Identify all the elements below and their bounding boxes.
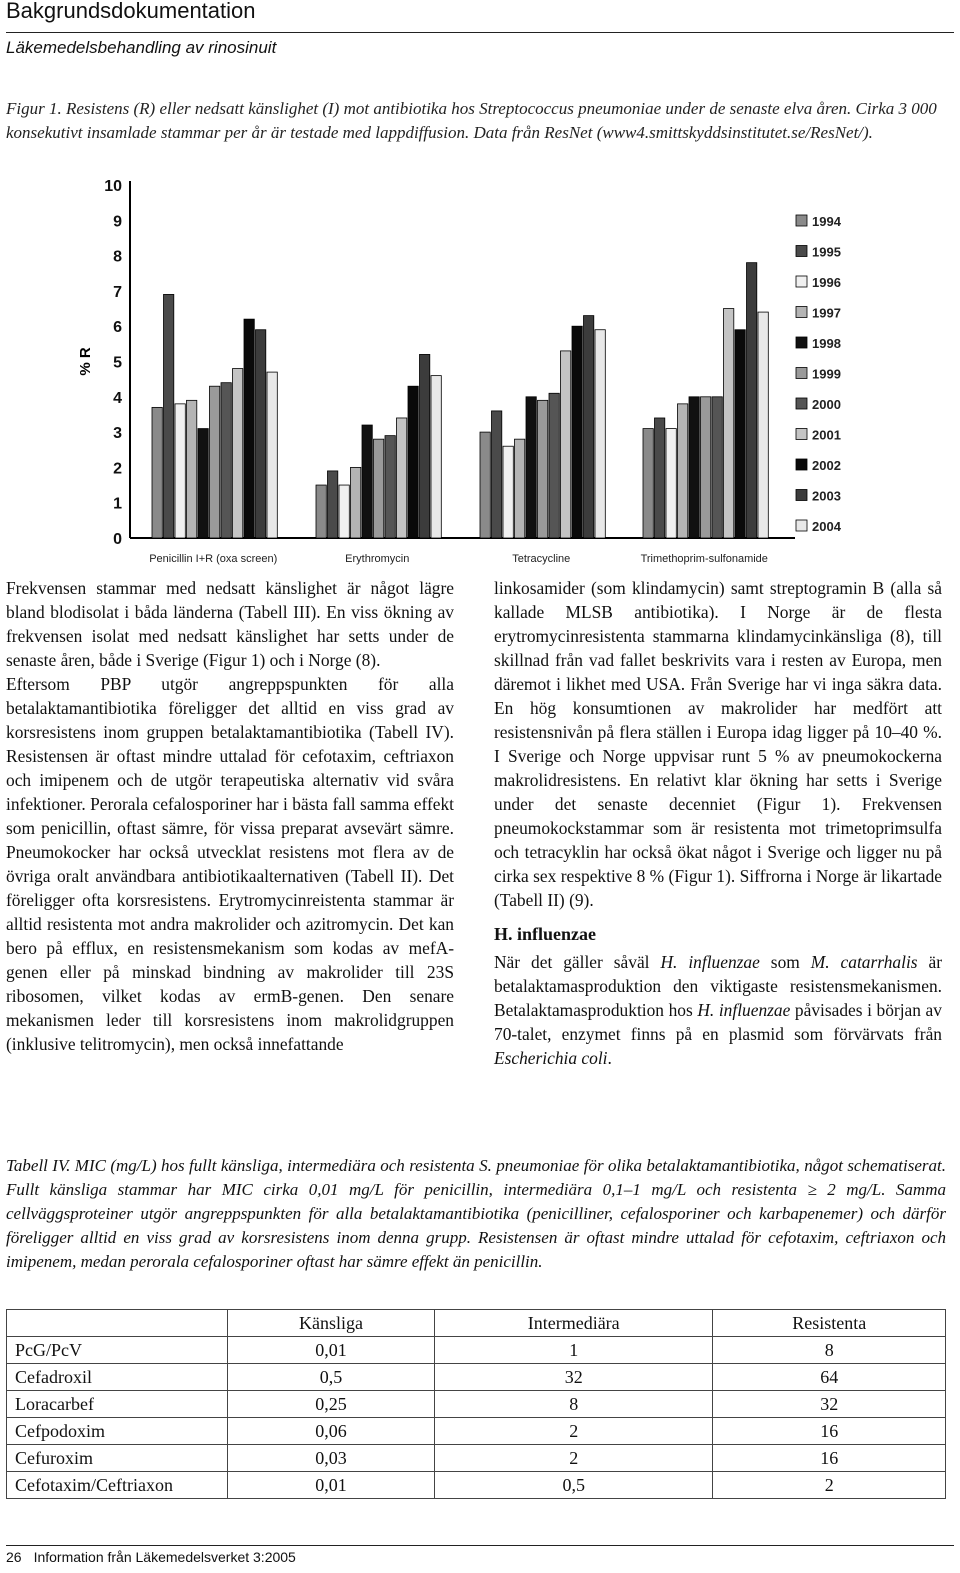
- table-caption: Tabell IV. MIC (mg/L) hos fullt känsliga, intermediära och resistenta S. pneumoniae för olika betalaktamantibiotika, något schematiserat. Fullt känsliga stammar har MIC cirka 0,01 mg/L för penicillin, intermediära 0,1–1 mg/L och resistenta ≥ 2 mg/L. Samma cellväggsproteiner utgör angreppspunkten för alla betalaktamantibiotika (penicilliner, cefalosporiner och karbapenemer) och därför föreligger alltid en viss grad av korsresistens inom denna grupp. Resistensen är oftast mindre uttalad för cefotaxim, ceftriaxon och imipenem, medan perorala cefalosporiner oftast har sämre effekt än penicillin.: [6, 1156, 946, 1271]
- bar: [408, 386, 418, 538]
- y-tick-label: 9: [113, 213, 122, 231]
- table-cell: 0,06: [228, 1418, 435, 1445]
- header-rule: [6, 32, 954, 33]
- y-tick-label: 10: [104, 178, 122, 195]
- bar: [480, 432, 490, 538]
- table-cell: 8: [434, 1391, 712, 1418]
- table-cell: 2: [434, 1418, 712, 1445]
- legend-label: 2003: [812, 488, 841, 504]
- table-cell: 0,5: [434, 1472, 712, 1499]
- y-axis-ticks: [104, 178, 122, 548]
- bar: [221, 383, 231, 538]
- category-label: Penicillin I+R (oxa screen): [149, 553, 278, 565]
- bar: [701, 397, 711, 538]
- legend-swatch: [796, 429, 807, 440]
- figure-caption: Figur 1. Resistens (R) eller nedsatt känslighet (I) mot antibiotika hos Streptococcus pneumoniae under de senaste elva åren. Cirka 3 000 konsekutivt insamlade stammar per år är testade med lappdiffusion. Data från ResNet (www4.smittskyddsinstitutet.se/ResNet/).: [6, 99, 937, 142]
- table-row: [7, 1418, 946, 1445]
- y-tick-label: 8: [113, 248, 122, 266]
- legend-label: 1997: [812, 305, 841, 321]
- bar: [339, 485, 349, 538]
- y-tick-label: 1: [113, 495, 122, 513]
- table-cell: 0,01: [228, 1472, 435, 1499]
- y-axis-label: % R: [77, 347, 94, 376]
- table-cell: 32: [713, 1391, 946, 1418]
- bar: [351, 467, 361, 538]
- body-paragraph: linkosamider (som klindamycin) samt streptogramin B (alla så kallade MLSB antibiotika). I Norge är de flesta erytromycinresistenta stammarna klindamycinkänsliga (8), till skillnad från vad fallet beskrivits vara i resten av Europa, men däremot i likhet med USA. Från Sverige har vi inga säkra data. En hög konsumtionen av makrolider har medfört att resistensnivån på flera ställen i Europa idag ligger på 10–40 %. I Sverige och Norge uppvisar runt 5 % av pneumokockerna makrolidresistens. En relativt klar ökning har setts i Sverige under det senaste decenniet (Figur 1). Frekvensen pneumokockstammar som är resistenta mot trimetoprimsulfa och tetracyklin har också ökat något i Sverige och ligger nu på cirka sex respektive 8 % (Figur 1). Siffrorna i Norge är likartade (Tabell II) (9).: [494, 578, 942, 910]
- page-footer: [6, 1549, 296, 1565]
- y-tick-label: 2: [113, 460, 122, 478]
- legend-swatch: [796, 368, 807, 379]
- bar: [164, 294, 174, 538]
- table-cell: 8: [713, 1337, 946, 1364]
- legend-swatch: [796, 398, 807, 409]
- bar: [643, 429, 653, 538]
- table-cell: 32: [434, 1364, 712, 1391]
- bar: [561, 351, 571, 538]
- bar: [362, 425, 372, 538]
- bars: [152, 263, 768, 538]
- bar: [724, 309, 734, 538]
- text-column-right: [494, 576, 942, 1070]
- y-tick-label: 4: [113, 389, 122, 407]
- bar: [198, 429, 208, 538]
- table-cell: 64: [713, 1364, 946, 1391]
- legend-swatch: [796, 307, 807, 318]
- legend-label: 1999: [812, 366, 841, 382]
- table-cell: 2: [713, 1472, 946, 1499]
- legend-swatch: [796, 520, 807, 531]
- bar: [595, 330, 605, 538]
- bar: [152, 407, 162, 538]
- bar: [549, 393, 559, 538]
- table-row: [7, 1445, 946, 1472]
- body-paragraph: Eftersom PBP utgör angreppspunkten för alla betalaktamantibiotika föreligger det alltid en viss grad av korsresistens inom gruppen betalaktamantibiotika (Tabell IV). Resistensen är oftast mindre uttalad för cefotaxim, ceftriaxon och imipenem och de utgör terapeutiska alternativ vid svåra infektioner. Perorala cefalosporiner har i bästa fall samma effekt som penicillin, oftast sämre, för vissa preparat avsevärt sämre. Pneumokocker har också utvecklat resistens mot flera av de övriga oralt användbara antibiotikaalternativen (Tabell II). Det föreligger ofta korsresistens. Erytromycinreistenta stammar är alltid resistenta mot andra makrolider och azitromycin. Det kan bero på efflux, en resistensmekanism som kodas av mefA-genen eller på minskad bindning av makrolider till 23S ribosomen, vilket kodas av ermB-genen. Den senare mekanismen leder till korsresistens inom makrolidgruppen (inklusive telitromycin), men också innefattande: [6, 674, 454, 1054]
- legend-label: 2001: [812, 427, 841, 443]
- drug-name-cell: Cefpodoxim: [7, 1418, 228, 1445]
- table-cell: 0,03: [228, 1445, 435, 1472]
- legend-label: 2002: [812, 458, 841, 473]
- drug-name-cell: Cefuroxim: [7, 1445, 228, 1472]
- y-tick-label: 3: [113, 425, 122, 443]
- table-cell: 16: [713, 1445, 946, 1472]
- legend-swatch: [796, 490, 807, 501]
- bar: [678, 404, 688, 538]
- resistance-bar-chart: [60, 170, 880, 570]
- legend-label: 2000: [812, 397, 841, 412]
- category-label: Tetracycline: [512, 553, 571, 565]
- legend-swatch: [796, 276, 807, 287]
- table-header-row: [7, 1310, 946, 1337]
- y-tick-label: 5: [113, 354, 122, 372]
- table-cell: 0,25: [228, 1391, 435, 1418]
- bar: [712, 397, 722, 538]
- y-tick-label: 6: [113, 319, 122, 337]
- document-title: Bakgrundsdokumentation: [6, 0, 256, 23]
- legend: [796, 214, 842, 534]
- bar: [655, 418, 665, 538]
- text-column-left: [6, 576, 454, 1056]
- body-paragraph: När det gäller såväl H. influenzae som M. catarrhalis är betalaktamasproduktion den viktigaste resistensmekanismen. Betalaktamasproduktion hos H. influenzae påvisades i början av 70-talet, enzymet finns på en plasmid som förvärvats från Escherichia coli.: [494, 952, 943, 1068]
- table-header-cell: Intermediära: [434, 1310, 712, 1337]
- table-header-cell: Känsliga: [228, 1310, 435, 1337]
- table-cell: 0,01: [228, 1337, 435, 1364]
- bar: [515, 439, 525, 538]
- table-row: [7, 1337, 946, 1364]
- table-row: [7, 1472, 946, 1499]
- bar: [431, 376, 441, 538]
- table-cell: 1: [434, 1337, 712, 1364]
- bar: [758, 312, 768, 538]
- category-label: Trimethoprim-sulfonamide: [640, 553, 768, 565]
- bar: [210, 386, 220, 538]
- bar: [492, 411, 502, 538]
- bar: [316, 485, 326, 538]
- page-number: 26: [6, 1549, 22, 1565]
- table-row: [7, 1391, 946, 1418]
- drug-name-cell: Cefadroxil: [7, 1364, 228, 1391]
- drug-name-cell: Cefotaxim/Ceftriaxon: [7, 1472, 228, 1499]
- bar: [397, 418, 407, 538]
- bar: [503, 446, 513, 538]
- legend-label: 1994: [812, 214, 841, 229]
- bar: [584, 316, 594, 538]
- table-cell: 0,5: [228, 1364, 435, 1391]
- table-cell: 16: [713, 1418, 946, 1445]
- body-paragraph: Frekvensen stammar med nedsatt känslighet är något lägre bland blodisolat i båda länderna (Tabell III). En viss ökning av frekvensen isolat med nedsatt känslighet har setts under de senaste åren, både i Sverige (Figur 1) och i Norge (8).: [6, 578, 454, 670]
- table-cell: 2: [434, 1445, 712, 1472]
- bar: [526, 397, 536, 538]
- legend-swatch: [796, 215, 807, 226]
- document-subtitle: Läkemedelsbehandling av rinosinuit: [6, 38, 277, 57]
- bar: [328, 471, 338, 538]
- bar: [735, 330, 745, 538]
- bar: [747, 263, 757, 538]
- bar: [385, 436, 395, 538]
- table-header-cell: [7, 1310, 228, 1337]
- section-heading: H. influenzae: [494, 924, 596, 944]
- drug-name-cell: PcG/PcV: [7, 1337, 228, 1364]
- footer-rule: [6, 1545, 954, 1546]
- legend-swatch: [796, 459, 807, 470]
- bar: [267, 372, 277, 538]
- bar: [244, 319, 254, 538]
- bar: [538, 400, 548, 538]
- legend-swatch: [796, 337, 807, 348]
- legend-label: 1996: [812, 275, 841, 290]
- bar: [175, 404, 185, 538]
- bar: [572, 326, 582, 538]
- y-tick-label: 0: [113, 531, 122, 548]
- bar: [256, 330, 266, 538]
- mic-table: [6, 1309, 946, 1499]
- legend-label: 2004: [812, 519, 841, 534]
- table-header-cell: Resistenta: [713, 1310, 946, 1337]
- bar: [233, 369, 243, 538]
- category-label: Erythromycin: [345, 553, 410, 565]
- bar: [666, 429, 676, 538]
- legend-swatch: [796, 246, 807, 257]
- legend-label: 1995: [812, 244, 841, 260]
- bar: [187, 400, 197, 538]
- publication-name: Information från Läkemedelsverket 3:2005: [33, 1549, 296, 1565]
- drug-name-cell: Loracarbef: [7, 1391, 228, 1418]
- bar: [689, 397, 699, 538]
- table-row: [7, 1364, 946, 1391]
- category-labels: [149, 553, 768, 565]
- y-tick-label: 7: [113, 283, 122, 301]
- legend-label: 1998: [812, 336, 841, 351]
- bar: [420, 354, 430, 538]
- bar: [374, 439, 384, 538]
